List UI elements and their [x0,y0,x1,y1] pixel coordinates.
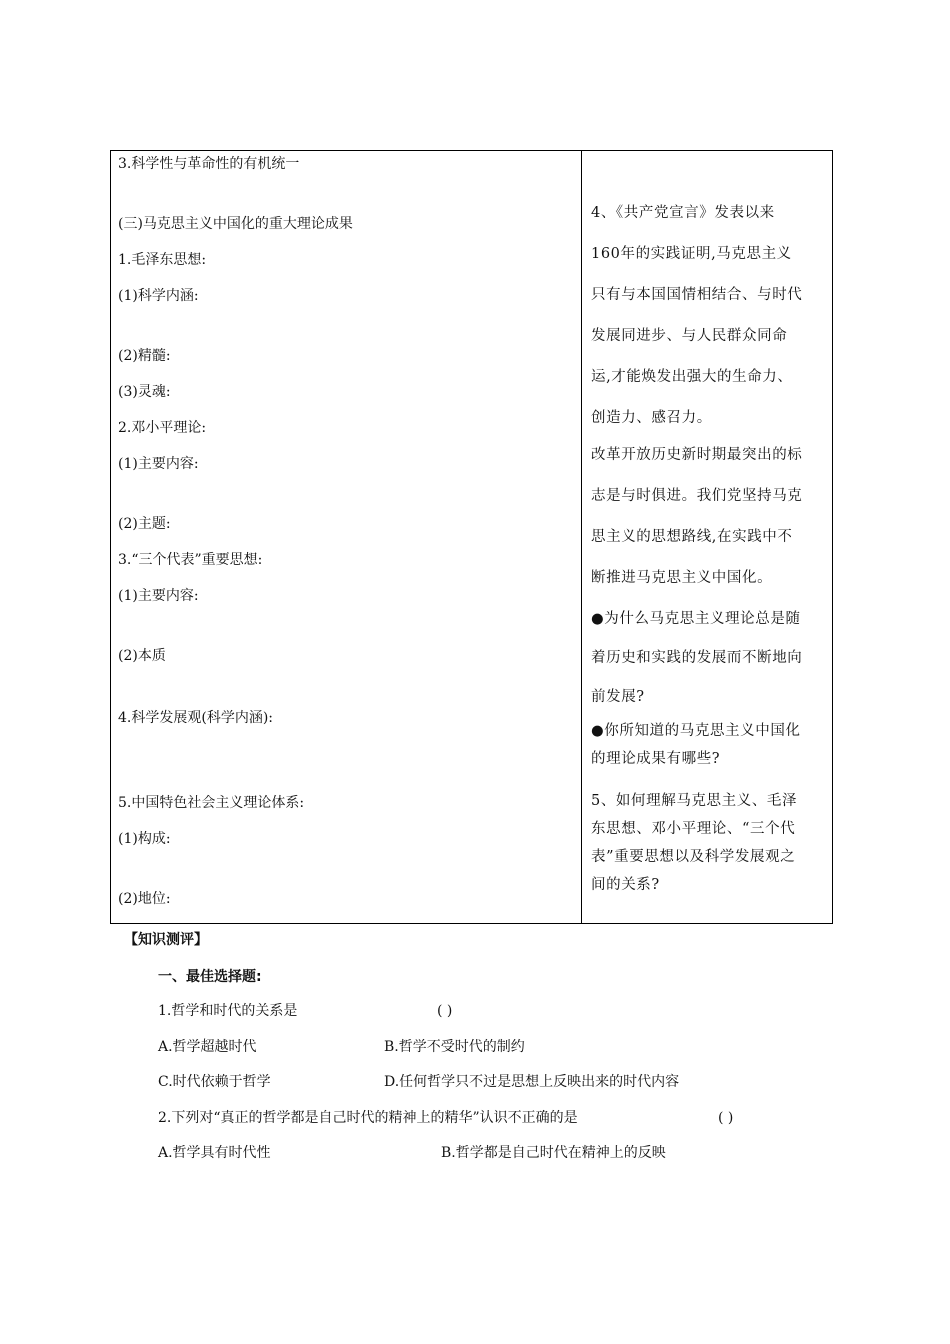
right-line-14: ●你所知道的马克思主义中国化 [591,723,801,739]
right-line-15: 的理论成果有哪些? [591,751,721,767]
left-line-14: 5.中国特色社会主义理论体系: [118,795,305,811]
content-table [110,150,833,924]
left-line-8: (1)主要内容: [118,456,199,472]
column-divider [581,151,582,923]
right-line-8: 志是与时俱进。我们党坚持马克 [591,488,803,504]
right-line-16: 5、如何理解马克思主义、毛泽 [591,793,798,809]
right-line-18: 表”重要思想以及科学发展观之 [591,849,796,865]
question-1-option-c: C.时代依赖于哲学 [158,1074,271,1090]
right-line-12: 着历史和实践的发展而不断地向 [591,650,803,666]
left-line-16: (2)地位: [118,891,171,907]
question-2-option-a: A.哲学具有时代性 [158,1145,271,1161]
left-line-13: 4.科学发展观(科学内涵): [118,710,273,726]
right-line-7: 改革开放历史新时期最突出的标 [591,447,803,463]
question-1-stem: 1.哲学和时代的关系是 [158,1003,298,1019]
question-1-option-b: B.哲学不受时代的制约 [384,1039,525,1055]
question-2-option-b: B.哲学都是自己时代在精神上的反映 [441,1145,666,1161]
left-line-4: (1)科学内涵: [118,288,199,304]
right-line-2: 160年的实践证明,马克思主义 [591,246,792,262]
right-line-17: 东思想、邓小平理论、“三个代 [591,821,796,837]
question-1-blank: ( ) [437,1003,453,1019]
left-line-3: 1.毛泽东思想: [118,252,207,268]
question-1-option-d: D.任何哲学只不过是思想上反映出来的时代内容 [384,1074,680,1090]
left-line-11: (1)主要内容: [118,588,199,604]
left-line-2: (三)马克思主义中国化的重大理论成果 [118,216,353,232]
right-line-13: 前发展? [591,689,645,705]
left-line-1: 3.科学性与革命性的有机统一 [118,156,300,172]
left-line-7: 2.邓小平理论: [118,420,207,436]
right-line-5: 运,才能焕发出强大的生命力、 [591,369,793,385]
left-line-5: (2)精髓: [118,348,171,364]
left-line-12: (2)本质 [118,648,166,664]
left-line-10: 3.“三个代表”重要思想: [118,552,263,568]
right-line-10: 断推进马克思主义中国化。 [591,570,773,586]
right-line-4: 发展同进步、与人民群众同命 [591,328,788,344]
right-line-3: 只有与本国国情相结合、与时代 [591,287,803,303]
right-line-19: 间的关系? [591,877,660,893]
left-line-6: (3)灵魂: [118,384,171,400]
left-line-9: (2)主题: [118,516,171,532]
question-1-option-a: A.哲学超越时代 [158,1039,257,1055]
right-line-9: 思主义的思想路线,在实践中不 [591,529,793,545]
left-line-15: (1)构成: [118,831,171,847]
subsection-title: 一、最佳选择题: [158,969,262,985]
question-2-stem: 2.下列对“真正的哲学都是自己时代的精神上的精华”认识不正确的是 [158,1110,578,1126]
section-title: 【知识测评】 [124,932,208,948]
right-line-1: 4、《共产党宣言》发表以来 [591,205,775,221]
right-line-11: ●为什么马克思主义理论总是随 [591,611,801,627]
question-2-blank: ( ) [718,1110,734,1126]
right-line-6: 创造力、感召力。 [591,410,712,426]
